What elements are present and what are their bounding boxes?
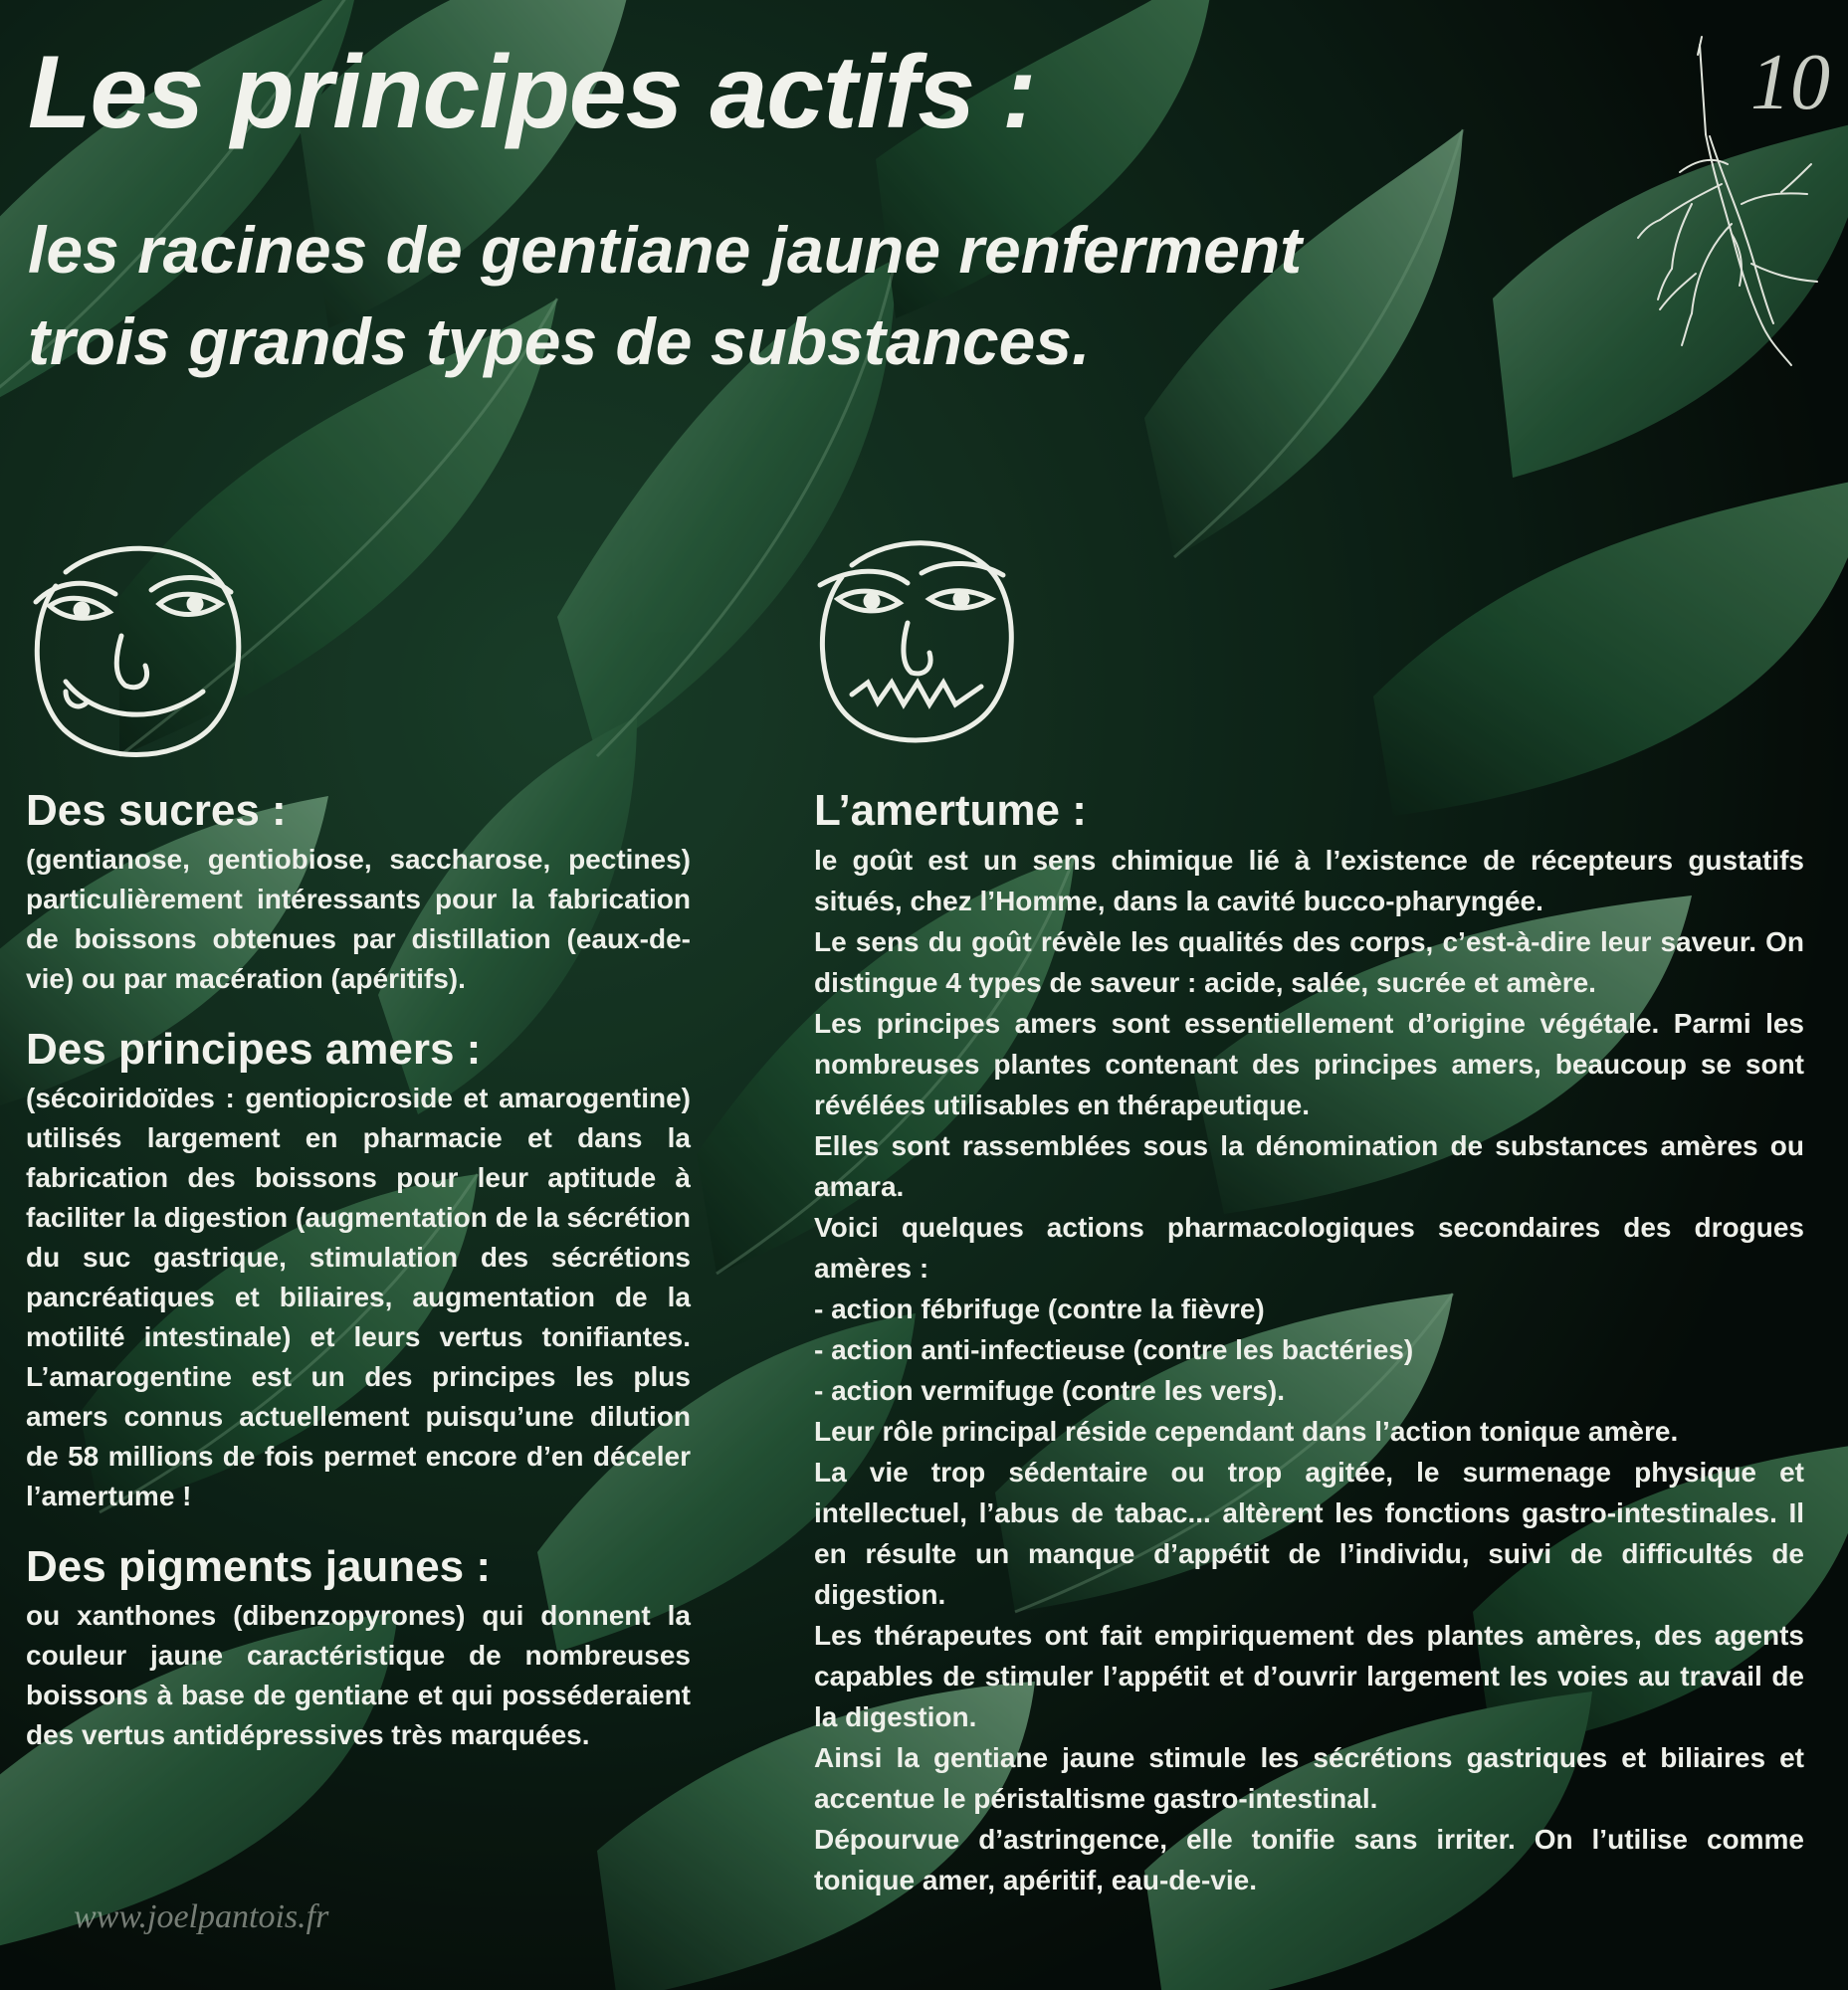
- smiling-face-icon: [26, 542, 245, 759]
- amertume-paragraph: Les principes amers sont essentiellement d’origine végétale. Parmi les nombreuses plantes contenant des principes amers, beaucoup se sont révélées utilisables en thérapeutique.: [814, 1008, 1804, 1120]
- amertume-paragraph: Leur rôle principal réside cependant dans l’action tonique amère.: [814, 1416, 1679, 1447]
- section-body-pigments-jaunes: ou xanthones (dibenzopyrones) qui donnent la couleur jaune caractéristique de nombreuses boissons à base de gentiane et qui posséderaient des vertus antidépressives très marquées.: [26, 1600, 691, 1750]
- amertume-paragraph: Dépourvue d’astringence, elle tonifie sans irriter. On l’utilise comme tonique amer, apéritif, eau-de-vie.: [814, 1824, 1804, 1895]
- left-column: [26, 782, 691, 1777]
- amertume-paragraph: Elles sont rassemblées sous la dénomination de substances amères ou amara.: [814, 1130, 1804, 1202]
- amertume-paragraph: Voici quelques actions pharmacologiques secondaires des drogues amères :: [814, 1212, 1804, 1284]
- section-body-principes-amers: (sécoiridoïdes : gentiopicroside et amarogentine) utilisés largement en pharmacie et dans la fabrication des boissons pour leur aptitude à faciliter la digestion (augmentation de la sécrétion du suc gastrique, stimulation des sécrétions pancréatiques et biliaires, augmentation de la motilité intestinale) et leurs vertus tonifiantes. L’amarogentine est un des principes les plus amers connus actuellement puisqu’une dilution de 58 millions de fois permet encore d’en déceler l’amertume !: [26, 1083, 691, 1511]
- page-subtitle: les racines de gentiane jaune renferment trois grands types de substances.: [28, 213, 1303, 378]
- amertume-paragraph: Ainsi la gentiane jaune stimule les sécrétions gastriques et biliaires et accentue le péristaltisme gastro-intestinal.: [814, 1742, 1804, 1814]
- amertume-list-item: - action vermifuge (contre les vers).: [814, 1375, 1286, 1406]
- section-title-sucres: Des sucres :: [26, 786, 287, 835]
- watermark: www.joelpantois.fr: [74, 1898, 329, 1935]
- section-title-pigments-jaunes: Des pigments jaunes :: [26, 1542, 492, 1591]
- page-title: Les principes actifs :: [28, 35, 1036, 150]
- amertume-list-item: - action anti-infectieuse (contre les bactéries): [814, 1334, 1414, 1365]
- gentian-root-illustration: [1632, 25, 1831, 368]
- section-body-sucres: (gentianose, gentiobiose, saccharose, pectines) particulièrement intéressants pour la fabrication de boissons obtenues par distillation (eaux-de-vie) ou par macération (apéritifs).: [26, 844, 691, 994]
- bitter-face-icon: [812, 537, 1016, 744]
- right-column: [814, 782, 1804, 1900]
- amertume-paragraph: Le sens du goût révèle les qualités des corps, c’est-à-dire leur saveur. On distingue 4 types de saveur : acide, salée, sucrée et amère.: [814, 926, 1804, 998]
- amertume-paragraph: le goût est un sens chimique lié à l’existence de récepteurs gustatifs situés, chez l’Homme, dans la cavité bucco-pharyngée.: [814, 845, 1804, 916]
- amertume-list-item: - action fébrifuge (contre la fièvre): [814, 1294, 1265, 1324]
- page-number: 10: [1750, 39, 1830, 126]
- amertume-paragraph: La vie trop sédentaire ou trop agitée, le surmenage physique et intellectuel, l’abus de tabac... altèrent les fonctions gastro-intestinales. Il en résulte un manque d’appétit de l’individu, suivi de difficultés de digestion.: [814, 1457, 1804, 1610]
- amertume-paragraph: Les thérapeutes ont fait empiriquement des plantes amères, des agents capables de stimuler l’appétit et d’ouvrir largement les voies au travail de la digestion.: [814, 1620, 1804, 1732]
- section-title-principes-amers: Des principes amers :: [26, 1025, 482, 1074]
- section-title-amertume: L’amertume :: [814, 786, 1087, 835]
